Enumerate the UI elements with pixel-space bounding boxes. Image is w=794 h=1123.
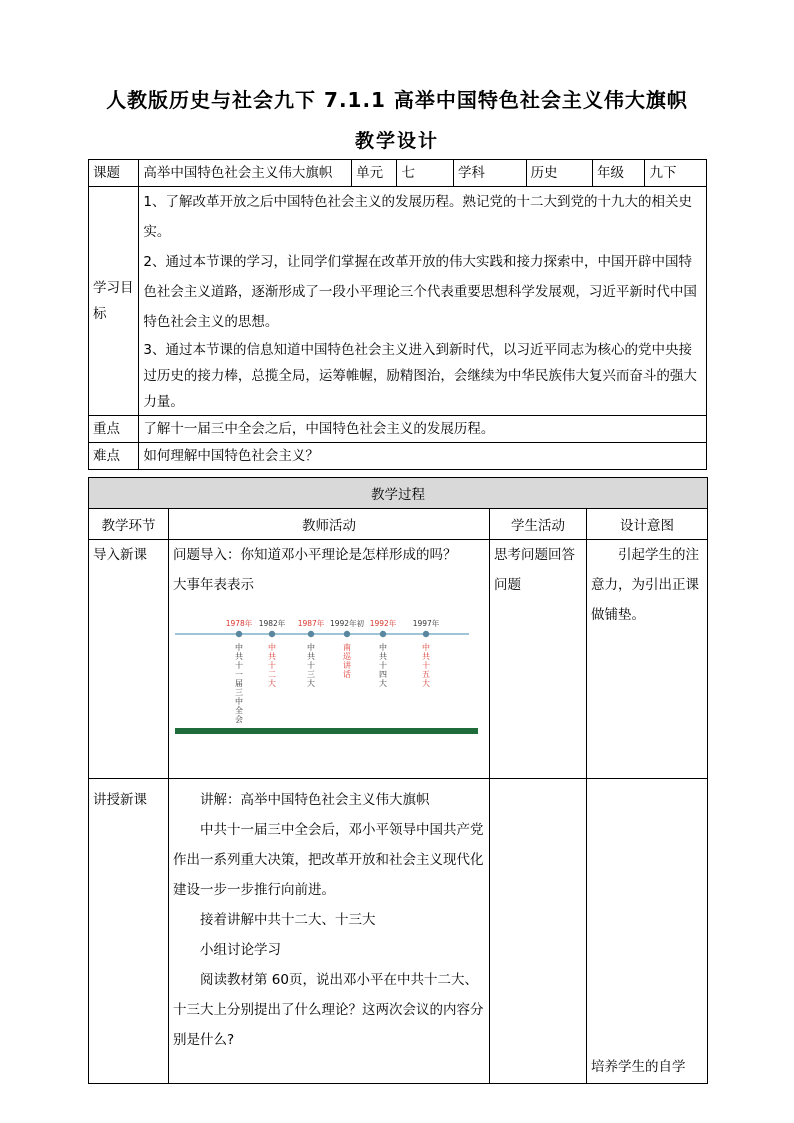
- timeline-label-char: 共: [379, 652, 387, 661]
- timeline-label-char: 十: [307, 661, 315, 670]
- timeline-label-char: 十: [379, 661, 387, 670]
- nianji-label: 年级: [593, 160, 645, 187]
- design-intent-new: 培养学生的自学: [591, 1059, 686, 1075]
- design-intent: 引起学生的注意力，为引出正课做铺垫。: [591, 547, 699, 623]
- header-student: 学生活动: [490, 509, 587, 540]
- timeline-label-char: 讲: [343, 661, 351, 670]
- timeline-label-char: 话: [343, 670, 351, 679]
- timeline-year: 1992年: [369, 619, 397, 628]
- timeline-label-char: 四: [379, 670, 387, 679]
- timeline-label-char: 会: [235, 715, 243, 724]
- student-new: [490, 779, 587, 1084]
- timeline-dot: [380, 631, 386, 637]
- student-activity: 思考问题回答问题: [494, 547, 575, 593]
- timeline-label-char: 大: [379, 679, 387, 688]
- teacher-note: 大事年表表示: [173, 577, 254, 593]
- difficulty-value: 如何理解中国特色社会主义？: [139, 443, 707, 470]
- timeline-label-char: 共: [268, 652, 276, 661]
- timeline-year: 1992年初: [329, 619, 365, 628]
- timeline-label-char: 三: [235, 688, 243, 697]
- timeline-label-char: 中: [235, 697, 243, 706]
- process-title: 教学过程: [89, 478, 708, 509]
- teacher-intro: [169, 540, 490, 779]
- timeline-label-char: 大: [422, 679, 430, 688]
- timeline-label-char: 全: [235, 706, 243, 715]
- timeline-dot: [423, 631, 429, 637]
- timeline-dot: [344, 631, 350, 637]
- teacher-line: 小组讨论学习: [200, 942, 281, 958]
- danyuan-value: 七: [397, 160, 453, 187]
- timeline-year: 1987年: [297, 619, 325, 628]
- timeline-label-char: 一: [235, 670, 243, 679]
- timeline-label-char: 巡: [343, 652, 351, 661]
- intent-new: [587, 779, 708, 1084]
- student-intro: [490, 540, 587, 779]
- nianji-value: 九下: [645, 160, 707, 187]
- timeline-year: 1978年: [225, 619, 253, 628]
- timeline-label-char: 五: [422, 670, 430, 679]
- timeline-bottom-bar: [175, 728, 478, 734]
- timeline-label-char: 大: [268, 679, 276, 688]
- timeline-dot: [236, 631, 242, 637]
- teacher-line: 阅读教材第 60页，说出邓小平在中共十二大、十三大上分别提出了什么理论？这两次会议的内容分别是什么?: [173, 972, 484, 1048]
- timeline-label-char: 南: [343, 643, 351, 652]
- timeline-label-char: 三: [307, 670, 315, 679]
- timeline-label-char: 中: [379, 643, 387, 652]
- timeline-label-char: 届: [235, 679, 243, 688]
- info-table: [88, 159, 707, 470]
- timeline-dot: [308, 631, 314, 637]
- timeline-dot: [269, 631, 275, 637]
- timeline-label-char: 共: [307, 652, 315, 661]
- timeline-label-char: 共: [235, 652, 243, 661]
- difficulty-label: 难点: [89, 443, 139, 470]
- timeline-label-char: 中: [307, 643, 315, 652]
- goals-content: [139, 187, 707, 416]
- header-intent: 设计意图: [587, 509, 708, 540]
- xueke-value: 历史: [526, 160, 593, 187]
- timeline-svg: [173, 606, 479, 736]
- timeline-label-char: 中: [422, 643, 430, 652]
- timeline-label-char: 十: [235, 661, 243, 670]
- timeline-year: 1997年: [412, 619, 440, 628]
- teacher-line: 接着讲解中共十二大、十三大: [200, 912, 376, 928]
- danyuan-label: 单元: [352, 160, 397, 187]
- timeline-label-char: 大: [307, 679, 315, 688]
- process-table: [88, 477, 708, 1084]
- keypoint-label: 重点: [89, 416, 139, 443]
- timeline-label-char: 共: [422, 652, 430, 661]
- header-teacher: 教师活动: [169, 509, 490, 540]
- timeline-figure: [173, 606, 479, 736]
- teacher-new: [169, 779, 490, 1084]
- goal-item: 2、通过本节课的学习，让同学们掌握在改革开放的伟大实践和接力探索中，中国开辟中国特色社会主义道路，逐渐形成了一段小平理论三个代表重要思想科学发展观，习近平新时代中国特色社会主义的思想。: [143, 254, 697, 330]
- teacher-line: 讲解：高举中国特色社会主义伟大旗帜: [200, 792, 430, 808]
- goals-label: 学习目标: [89, 187, 139, 416]
- timeline-label-char: 十: [422, 661, 430, 670]
- timeline-label-char: 中: [235, 643, 243, 652]
- intent-intro: [587, 540, 708, 779]
- document-title: 人教版历史与社会九下 7.1.1 高举中国特色社会主义伟大旗帜: [106, 88, 688, 112]
- keypoint-value: 了解十一届三中全会之后，中国特色社会主义的发展历程。: [139, 416, 707, 443]
- xueke-label: 学科: [453, 160, 526, 187]
- keti-value: 高举中国特色社会主义伟大旗帜: [139, 160, 352, 187]
- goal-item: 3、通过本节课的信息知道中国特色社会主义进入到新时代，以习近平同志为核心的党中央接过历史的接力棒，总揽全局，运筹帷幄，励精图治，会继续为中华民族伟大复兴而奋斗的强大力量。: [143, 342, 697, 410]
- teacher-question: 问题导入：你知道邓小平理论是怎样形成的吗？: [173, 547, 457, 563]
- stage-new: 讲授新课: [89, 779, 169, 1084]
- timeline-label-char: 二: [268, 670, 276, 679]
- document-subtitle: 教学设计: [354, 130, 439, 152]
- header-stage: 教学环节: [89, 509, 169, 540]
- timeline-year: 1982年: [258, 619, 286, 628]
- timeline-label-char: 中: [268, 643, 276, 652]
- stage-intro: 导入新课: [89, 540, 169, 779]
- timeline-label-char: 十: [268, 661, 276, 670]
- teacher-line: 中共十一届三中全会后，邓小平领导中国共产党作出一系列重大决策，把改革开放和社会主义现代化建设一步一步推行向前进。: [173, 822, 484, 898]
- goal-item: 1、了解改革开放之后中国特色社会主义的发展历程。熟记党的十二大到党的十九大的相关史实。: [143, 194, 692, 240]
- keti-label: 课题: [89, 160, 139, 187]
